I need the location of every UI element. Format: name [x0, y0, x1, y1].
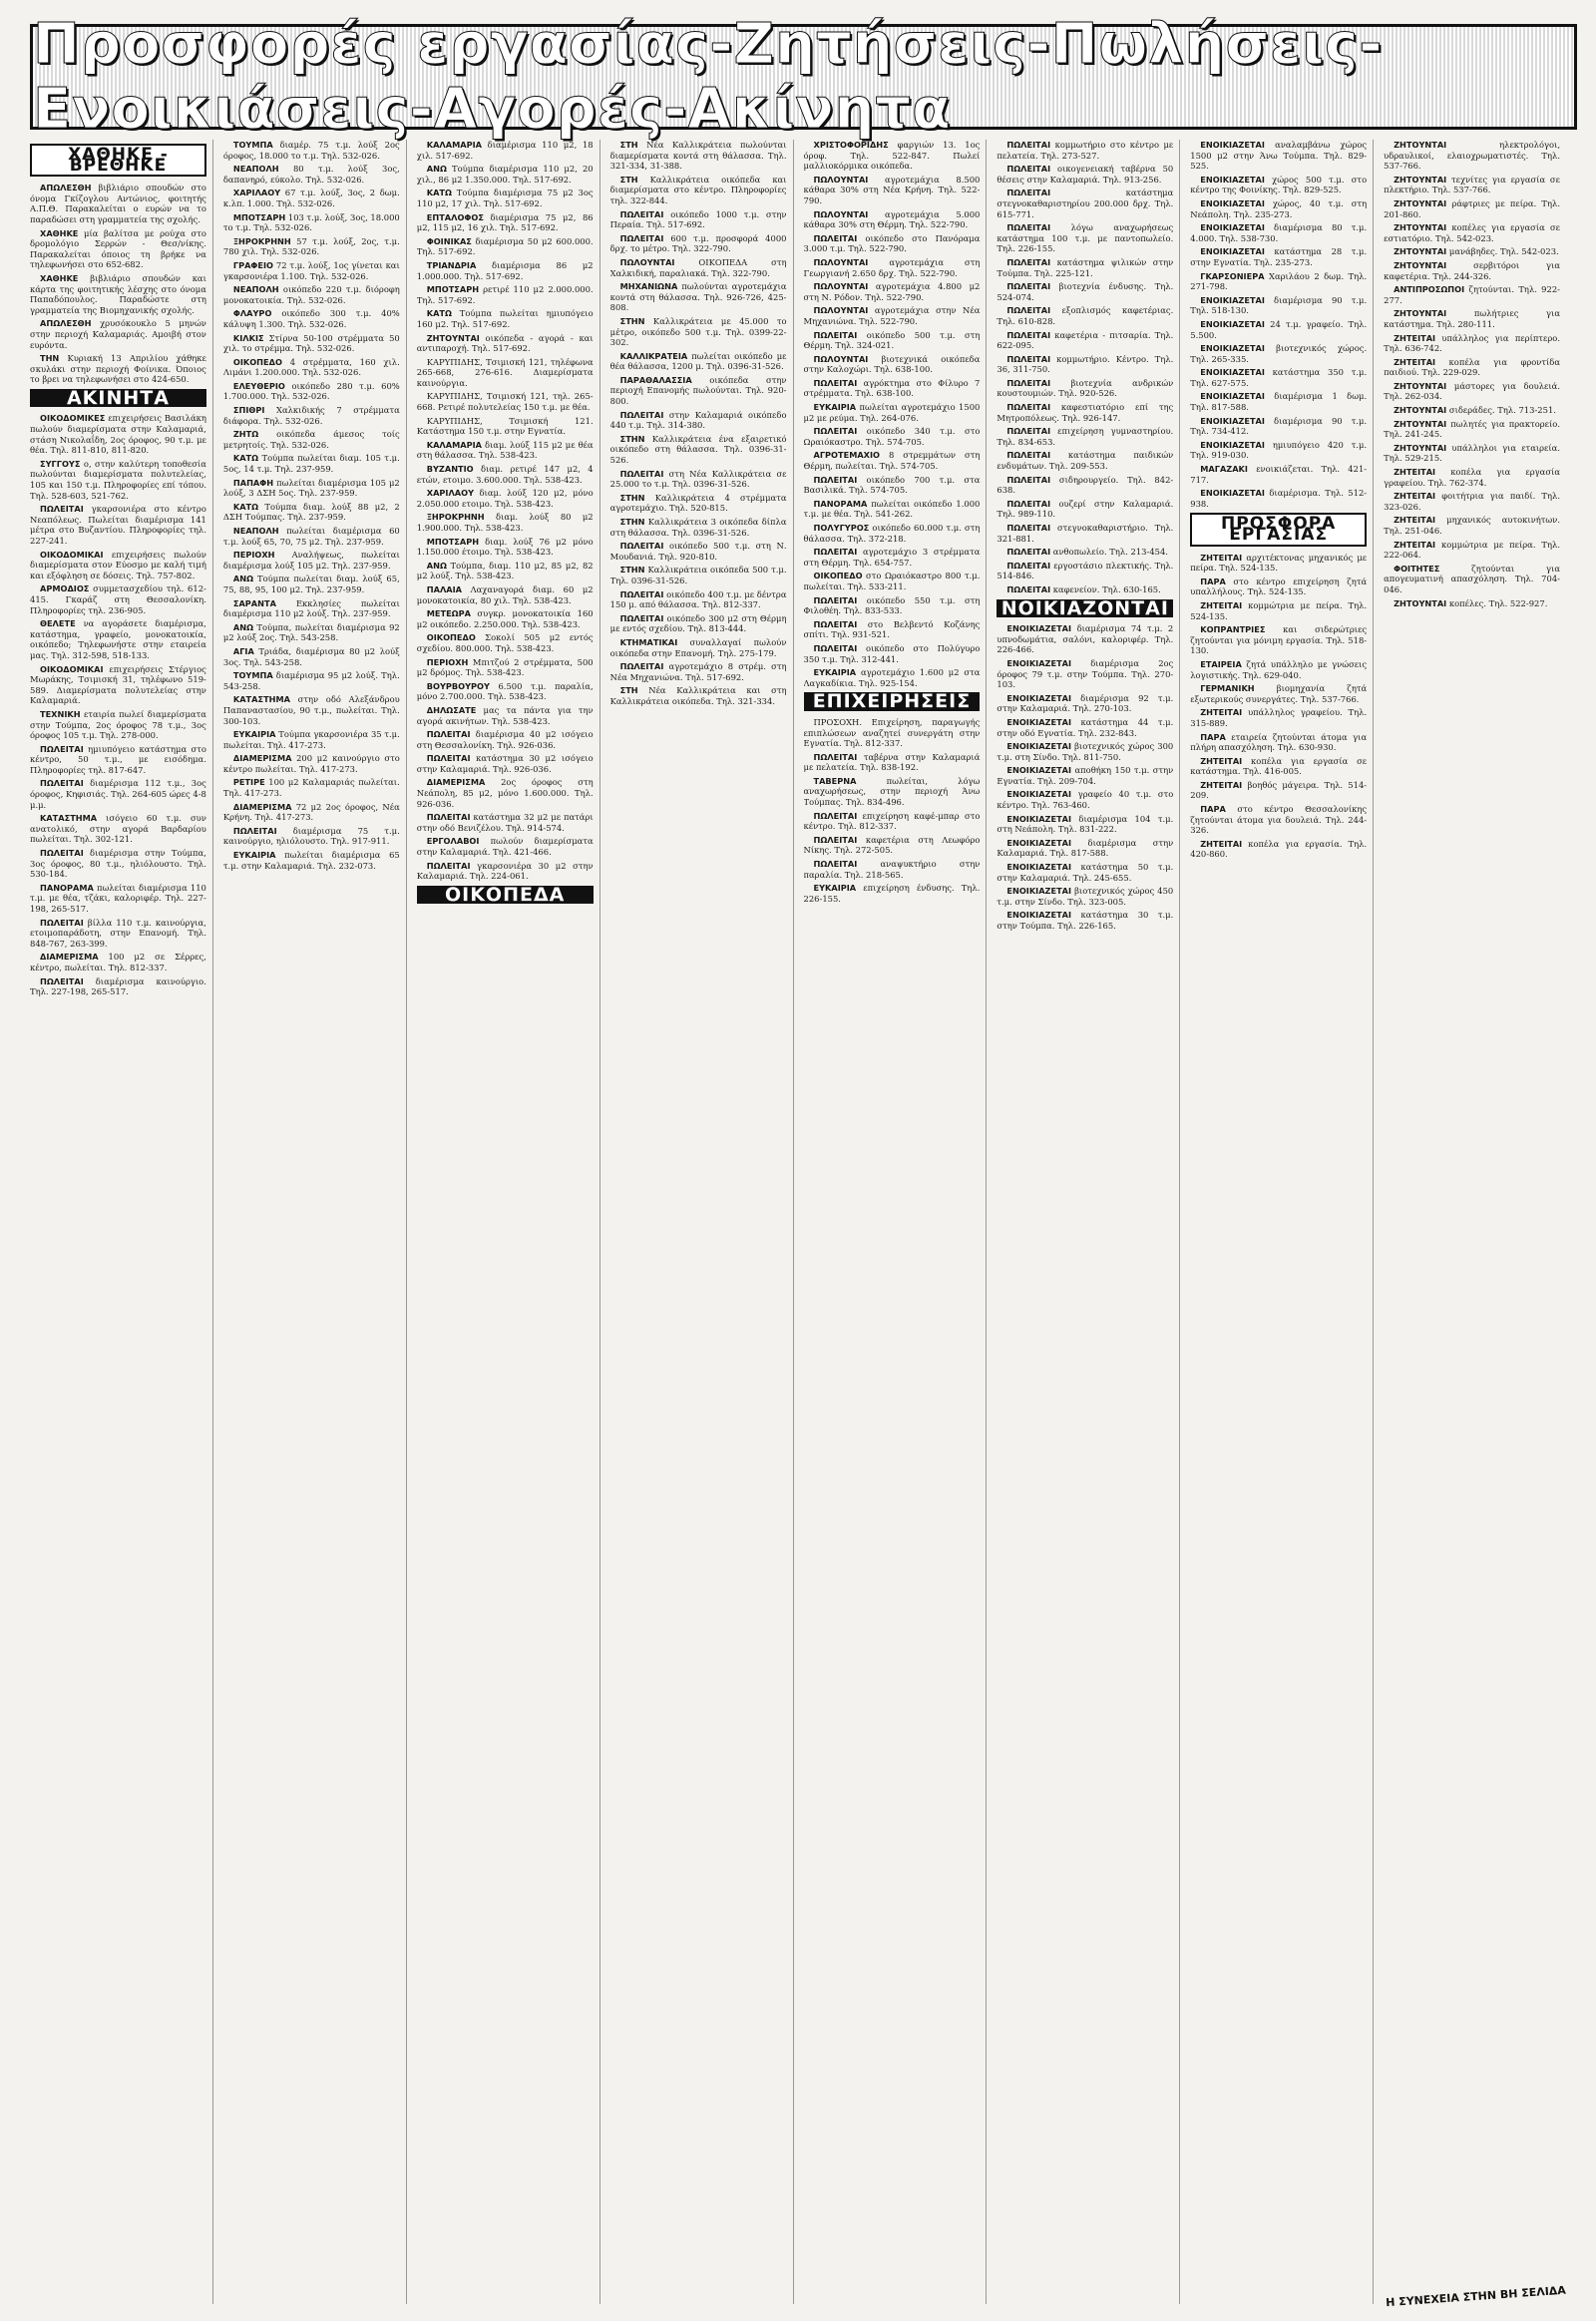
- classified-ad: ΕΝΟΙΚΙΑΖΕΤΑΙ κατάστημα 44 τ.μ. στην οδό Εγνατία. Τηλ. 232-843.: [997, 716, 1174, 738]
- classified-ad: ΕΝΟΙΚΙΑΖΕΤΑΙ βιοτεχνικός χώρος. Τηλ. 265-335.: [1190, 343, 1368, 364]
- classified-ad: ΟΙΚΟΔΟΜΙΚΑΙ επιχειρήσεις πωλούν διαμερίσματα στον Εύοσμο με καλή τιμή και εξόφληση σε δόσεις. Τηλ. 757-802.: [30, 549, 206, 580]
- list-lost-found: [30, 183, 206, 385]
- classified-ad: ΠΡΟΣΟΧΗ. Επιχείρηση, παραγωγής επιπλώσεων αναζητεί συνεργάτη στην Εγνατία. Τηλ. 812-337.: [803, 716, 981, 749]
- classified-ad: ΣΤΗΝ Καλλικράτεια 3 οικόπεδα δίπλα στη θάλασσα. Τηλ. 0396-31-526.: [609, 517, 787, 538]
- classified-ad: ΠΩΛΕΙΤΑΙ στο Βελβεντό Κοζάνης σπίτι. Τηλ. 931-521.: [803, 618, 981, 640]
- classified-ad: ΑΡΜΟΔΙΟΣ συμμετασχεδίου τηλ. 612-415. Γκαράζ στη Θεσσαλονίκη. Πληροφορίες τηλ. 236-905.: [30, 583, 206, 615]
- continuation-note: Η ΣΥΝΕΧΕΙΑ ΣΤΗΝ ΒΗ ΣΕΛΙΔΑ: [1385, 2283, 1567, 2310]
- classified-ad: ΠΩΛΕΙΤΑΙ γκαρσονιέρα 30 μ2 στην Καλαμαριά. Τηλ. 224-061.: [416, 860, 594, 882]
- classified-ad: ΠΩΛΕΙΤΑΙ επιχείρηση καφέ-μπαρ στο κέντρο. Τηλ. 812-337.: [803, 810, 981, 832]
- classified-ad: ΦΟΙΝΙΚΑΣ διαμέρισμα 50 μ2 600.000. Τηλ. 517-692.: [416, 235, 594, 257]
- classified-ad: ΣΠΙΘΡΙ Χαλκιδικής 7 στρέμματα διάφορα. Τηλ. 532-026.: [222, 405, 400, 426]
- classified-ad: ΠΩΛΕΙΤΑΙ βίλλα 110 τ.μ. καινούργια, ετοιμοπαράδοτη, στην Επανομή. Τηλ. 848-767, 263-399.: [30, 917, 206, 949]
- classified-ad: ΚΟΠΡΑΝΤΡΙΕΣ και σιδερώτριες ζητούνται για μόνιμη εργασία. Τηλ. 518-130.: [1190, 624, 1368, 656]
- classified-ad: ΕΝΟΙΚΙΑΖΕΤΑΙ διαμέρισμα 90 τ.μ. Τηλ. 518-130.: [1190, 294, 1368, 316]
- classified-ad: ΠΩΛΕΙΤΑΙ διαμέρισμα στην Τούμπα, 3ος όροφος, 80 τ.μ., ηλιόλουστο. Τηλ. 530-184.: [30, 848, 206, 880]
- list-column-6: [997, 140, 1173, 595]
- column-6: [997, 140, 1180, 2304]
- classified-ad: ΕΛΕΥΘΕΡΙΟ οικόπεδο 280 τ.μ. 60% 1.700.000. Τηλ. 532-026.: [222, 380, 400, 402]
- classified-ad: ΖΗΤΕΙΤΑΙ κοπέλα για φροντίδα παιδιού. Τηλ. 229-029.: [1384, 356, 1560, 378]
- classified-ad: ΠΩΛΕΙΤΑΙ οικόπεδο 500 τ.μ. στη Ν. Μουδανιά. Τηλ. 920-810.: [609, 541, 787, 562]
- classified-ad: ΕΝΟΙΚΙΑΖΕΤΑΙ χώρος 500 τ.μ. στο κέντρο της Φοινίκης. Τηλ. 829-525.: [1190, 174, 1368, 195]
- classified-ad: ΠΩΛΕΙΤΑΙ διαμέρισμα 40 μ2 ισόγειο στη Θεσσαλονίκη. Τηλ. 926-036.: [416, 729, 594, 750]
- classified-ad: ΠΩΛΕΙΤΑΙ ουζερί στην Καλαμαριά. Τηλ. 989-110.: [997, 498, 1174, 520]
- classified-ad: ΕΝΟΙΚΙΑΖΕΤΑΙ βιοτεχνικός χώρος 450 τ.μ. στην Σίνδο. Τηλ. 323-005.: [997, 886, 1174, 907]
- classified-ad: ΠΑΠΑΦΗ πωλείται διαμέρισμα 105 μ2 λούξ, 3 ΔΣΗ 5ος. Τηλ. 237-959.: [222, 477, 400, 499]
- classified-ad: ΠΩΛΕΙΤΑΙ κομμωτήριο. Κέντρο. Τηλ. 36, 311-750.: [997, 353, 1174, 375]
- classified-ad: ΣΤΗΝ Καλλικράτεια με 45.000 το μέτρο, οικόπεδο 500 τ.μ. Τηλ. 0399-22-302.: [609, 315, 787, 348]
- classified-ad: ΕΝΟΙΚΙΑΖΕΤΑΙ κατάστημα 350 τ.μ. Τηλ. 627-575.: [1190, 367, 1368, 388]
- classified-ad: ΠΩΛΕΙΤΑΙ καφετέρια - πιτσαρία. Τηλ. 622-095.: [997, 329, 1174, 351]
- classified-ad: ΚΑΛΑΜΑΡΙΑ διαμέρισμα 110 μ2, 18 χιλ. 517-692.: [416, 140, 594, 161]
- column-2: [223, 140, 407, 2304]
- classified-ad: ΠΩΛΟΥΝΤΑΙ ΟΙΚΟΠΕΔΑ στη Χαλκιδική, παραλιακά. Τηλ. 322-790.: [609, 256, 787, 278]
- section-header-businesses: ΕΠΙΧΕΙΡΗΣΕΙΣ: [804, 692, 981, 711]
- classified-ad: ΣΥΓΓΟΥΣ ο, στην καλύτερη τοποθεσία πωλούνται διαμερίσματα πολυτελείας, 105 και 150 τ.μ. Πληροφορίες επί τόπου. Τηλ. 528-603, 521-762.: [30, 458, 206, 501]
- classified-ad: ΠΩΛΟΥΝΤΑΙ αγροτεμάχια 5.000 κάθαρα 30% στη Θέρμη. Τηλ. 522-790.: [803, 208, 981, 230]
- classified-ad: ΑΠΩΛΕΣΘΗ βιβλιάριο σπουδών στο όνομα Γκίζογλου Αντώνιος, φοιτητής Α.Π.Θ. Παρακαλείται ο ευρών να το παραδώσει στη γραμματεία της σχολής.: [30, 183, 206, 224]
- classified-ad: ΠΩΛΕΙΤΑΙ βιοτεχνία ανδρικών κουστουμιών. Τηλ. 920-526.: [997, 377, 1174, 399]
- classified-ad: ΣΤΗ Νέα Καλλικράτεια πωλούνται διαμερίσματα κοντά στη θάλασσα. Τηλ. 321-334, 31-388.: [609, 140, 787, 172]
- classified-ad: ΕΝΟΙΚΙΑΖΕΤΑΙ διαμέρισμα 90 τ.μ. Τηλ. 734-412.: [1190, 415, 1368, 437]
- column-3: [417, 140, 600, 2304]
- classified-ad: ΤΕΧΝΙΚΗ εταιρία πωλεί διαμερίσματα στην Τούμπα, 2ος όροφος 78 τ.μ., 3ος όροφος 105 τ.μ. Τηλ. 278-000.: [30, 708, 206, 741]
- classified-ad: ΝΕΑΠΟΛΗ 80 τ.μ. λούξ 3ος, δαπανηρό, εύκολο. Τηλ. 532-026.: [222, 164, 400, 185]
- classified-ad: ΠΩΛΟΥΝΤΑΙ αγροτεμάχια στη Γεωργιανή 2.650 δρχ. Τηλ. 522-790.: [803, 256, 981, 278]
- classified-ad: ΕΝΟΙΚΙΑΖΕΤΑΙ κατάστημα 28 τ.μ. στην Εγνατία. Τηλ. 235-273.: [1190, 246, 1368, 267]
- column-1: [30, 140, 213, 2304]
- classified-ad: ΑΝΩ Τούμπα πωλείται διαμ. λούξ 65, 75, 88, 95, 100 μ2. Τηλ. 237-959.: [222, 574, 400, 594]
- classified-ad: ΕΝΟΙΚΙΑΖΕΤΑΙ διαμέρισμα. Τηλ. 512-938.: [1190, 488, 1368, 509]
- classified-ad: ΖΗΤΟΥΝΤΑΙ πωλητές για πρακτορείο. Τηλ. 241-245.: [1384, 418, 1560, 440]
- classified-ad: ΠΩΛΕΙΤΑΙ οικογενειακή ταβέρνα 50 θέσεις στην Καλαμαριά. Τηλ. 913-256.: [997, 164, 1174, 185]
- classified-ad: ΠΩΛΟΥΝΤΑΙ αγροτεμάχια στην Νέα Μηχανιώνα. Τηλ. 522-790.: [803, 305, 981, 326]
- classified-ad: ΦΟΙΤΗΤΕΣ ζητούνται για απογευματινή απασχόληση. Τηλ. 704-046.: [1384, 563, 1560, 594]
- classified-ad: ΖΗΤΕΙΤΑΙ κοπέλα για εργασία σε κατάστημα. Τηλ. 416-005.: [1190, 755, 1368, 777]
- classified-ad: ΣΤΗΝ Καλλικράτεια ένα εξαιρετικό οικόπεδο στη θάλασσα. Τηλ. 0396-31-526.: [609, 433, 787, 466]
- classified-ad: ΔΙΑΜΕΡΙΣΜΑ 100 μ2 σε Σέρρες, κέντρο, πωλείται. Τηλ. 812-337.: [30, 952, 206, 972]
- classified-ad: ΠΩΛΕΙΤΑΙ διαμέρισμα 75 τ.μ. καινούργιο, ηλιόλουστο. Τηλ. 917-911.: [222, 825, 400, 847]
- classified-ad: ΠΩΛΟΥΝΤΑΙ αγροτεμάχια 8.500 κάθαρα 30% στη Νέα Κρήνη. Τηλ. 522-790.: [803, 174, 981, 205]
- classified-ad: ΠΩΛΟΥΝΤΑΙ βιοτεχνικά οικόπεδα στην Καλοχώρι. Τηλ. 638-100.: [803, 353, 981, 375]
- classified-ad: ΖΗΤΕΙΤΑΙ βοηθός μάγειρα. Τηλ. 514-209.: [1190, 779, 1368, 801]
- classified-ad: ΠΩΛΕΙΤΑΙ οικόπεδο 500 τ.μ. στη Θέρμη. Τηλ. 324-021.: [803, 329, 981, 351]
- classified-ad: ΕΥΚΑΙΡΙΑ επιχείρηση ένδυσης. Τηλ. 226-155.: [803, 883, 981, 904]
- classified-ad: ΠΟΛΥΓΥΡΟΣ οικόπεδο 60.000 τ.μ. στη θάλασσα. Τηλ. 372-218.: [803, 523, 981, 544]
- classified-ad: ΝΕΑΠΟΛΗ οικόπεδο 220 τ.μ. διόροφη μονοκατοικία. Τηλ. 532-026.: [222, 284, 400, 305]
- classified-ad: ΕΝΟΙΚΙΑΖΕΤΑΙ 24 τ.μ. γραφείο. Τηλ. 5.500.: [1190, 318, 1368, 340]
- classified-ad: ΠΩΛΕΙΤΑΙ καφεστιατόριο επί της Μητροπόλεως. Τηλ. 926-147.: [997, 402, 1174, 423]
- classified-ad: ΚΑΤΩ Τούμπα πωλείται διαμ. 105 τ.μ. 5ος, 14 τ.μ. Τηλ. 237-959.: [222, 453, 400, 475]
- classified-ad: ΚΑΤΑΣΤΗΜΑ στην οδό Αλεξάνδρου Παπαναστασίου, 90 τ.μ., πωλείται. Τηλ. 300-103.: [222, 694, 400, 726]
- classified-ad: ΔΙΑΜΕΡΙΣΜΑ 2ος όροφος στη Νεάπολη, 85 μ2, μόνο 1.600.000. Τηλ. 926-036.: [416, 777, 594, 809]
- classified-ad: ΖΗΤΕΙΤΑΙ φοιτήτρια για παιδί. Τηλ. 323-026.: [1384, 491, 1560, 512]
- classified-ad: ΠΩΛΕΙΤΑΙ οικόπεδο 300 μ2 στη Θέρμη με εντός σχεδίου. Τηλ. 813-444.: [609, 612, 787, 634]
- classified-ad: ΠΩΛΕΙΤΑΙ οικόπεδο 400 τ.μ. με δέντρα 150 μ. από θάλασσα. Τηλ. 812-337.: [609, 588, 787, 610]
- classified-ad: ΧΑΡΙΛΑΟΥ 67 τ.μ. λούξ, 3ος, 2 δωμ. κ.λπ. 1.000. Τηλ. 532-026.: [222, 188, 400, 208]
- section-header-lost-found: ΧΑΘΗΚΕ - ΒΡΕΘΗΚΕ: [30, 144, 206, 177]
- classified-ad: ΠΕΡΙΟΧΗ Αναλήψεως, πωλείται διαμέρισμα λούξ 105 μ2. Τηλ. 237-959.: [222, 550, 400, 571]
- classified-ad: ΖΗΤΟΥΝΤΑΙ τεχνίτες για εργασία σε πλεκτήριο. Τηλ. 537-766.: [1384, 174, 1560, 195]
- classified-ad: ΑΓΡΟΤΕΜΑΧΙΟ 8 στρεμμάτων στη Θέρμη, πωλείται. Τηλ. 574-705.: [803, 450, 981, 472]
- classified-ad: ΑΠΩΛΕΣΘΗ χρυσόκουκλο 5 μηνών στην περιοχή Καλαμαριάς. Αμοιβή στον ευρόντα.: [30, 318, 206, 350]
- classified-ad: ΠΩΛΕΙΤΑΙ αναψυκτήριο στην παραλία. Τηλ. 218-565.: [803, 859, 981, 880]
- list-column-3: [417, 140, 594, 882]
- column-5: [804, 140, 988, 2304]
- classified-ad: ΞΗΡΟΚΡΗΝΗ 57 τ.μ. λούξ, 2ος, τ.μ. 780 χιλ. Τηλ. 532-026.: [222, 235, 400, 257]
- classified-ad: ΔΗΛΩΣΑΤΕ μας τα πάντα για την αγορά ακινήτων. Τηλ. 538-423.: [416, 704, 594, 726]
- classified-ad: ΠΩΛΕΙΤΑΙ σιδηρουργείο. Τηλ. 842-638.: [997, 474, 1174, 496]
- list-real-estate: [30, 413, 206, 996]
- classified-ad: ΜΠΟΤΣΑΡΗ διαμ. λούξ 76 μ2 μόνο 1.150.000 έτοιμο. Τηλ. 538-423.: [416, 536, 594, 558]
- classified-ad: ΤΗΝ Κυριακή 13 Απριλίου χάθηκε σκυλάκι στην περιοχή Φοίνικα. Όποιος το βρει να τηλεφωνήσει στο 424-650.: [30, 353, 206, 385]
- classified-ad: ΖΗΤΕΙΤΑΙ μηχανικός αυτοκινήτων. Τηλ. 251-046.: [1384, 515, 1560, 536]
- classified-ad: ΒΥΖΑΝΤΙΟ διαμ. ρετιρέ 147 μ2, 4 ετών, ετοιμο. 3.600.000. Τηλ. 538-423.: [416, 464, 594, 485]
- classified-ad: ΕΥΚΑΙΡΙΑ αγροτεμάχιο 1.600 μ2 στα Λαγκαδίκια. Τηλ. 925-154.: [803, 667, 981, 688]
- classified-ad: ΖΗΤΟΥΝΤΑΙ κοπέλες για εργασία σε εστιατόριο. Τηλ. 542-023.: [1384, 222, 1560, 243]
- classified-ad: ΖΗΤΟΥΝΤΑΙ ράφτριες με πείρα. Τηλ. 201-860.: [1384, 197, 1560, 219]
- list-column-2: [223, 140, 400, 871]
- classified-ad: ΕΝΟΙΚΙΑΖΕΤΑΙ διαμέρισμα 80 τ.μ. 4.000. Τηλ. 538-730.: [1190, 222, 1368, 243]
- classified-ad: ΧΑΘΗΚΕ μία βαλίτσα με ρούχα στο δρομολόγιο Σερρών - Θεσ/νίκης. Παρακαλείται όποιος τη βρήκε να τηλεφωνήσει στο 652-682.: [30, 227, 206, 270]
- classified-ad: ΠΩΛΕΙΤΑΙ κομμωτήριο στο κέντρο με πελατεία. Τηλ. 273-527.: [997, 140, 1174, 161]
- classified-ad: ΜΕΤΕΩΡΑ συγκρ. μονοκατοικία 160 μ2 οικόπεδο. 2.250.000. Τηλ. 538-423.: [416, 608, 594, 629]
- classified-ad: ΠΩΛΕΙΤΑΙ επιχείρηση γυμναστηρίου. Τηλ. 834-653.: [997, 426, 1174, 447]
- classified-ad: ΠΩΛΕΙΤΑΙ εργοστάσιο πλεκτικής. Τηλ. 514-846.: [997, 560, 1174, 581]
- classified-ad: ΕΝΟΙΚΙΑΖΕΤΑΙ αποθήκη 150 τ.μ. στην Εγνατία. Τηλ. 209-704.: [997, 765, 1174, 786]
- classified-ad: ΠΕΡΙΟΧΗ Μπιτζού 2 στρέμματα, 500 μ2 δρόμος. Τηλ. 538-423.: [416, 656, 594, 678]
- classified-ad: ΕΤΑΙΡΕΙΑ ζητά υπάλληλο με γνώσεις λογιστικής. Τηλ. 629-040.: [1190, 658, 1368, 680]
- classified-ad: ΠΩΛΕΙΤΑΙ οικόπεδο 340 τ.μ. στο Ωραιόκαστρο. Τηλ. 574-705.: [803, 426, 981, 447]
- classified-ad: ΠΩΛΕΙΤΑΙ αγροτεμάχιο 3 στρέμματα στη Θέρμη. Τηλ. 654-757.: [803, 547, 981, 568]
- classified-ad: ΕΝΟΙΚΙΑΖΕΤΑΙ γραφείο 40 τ.μ. στο κέντρο. Τηλ. 763-460.: [997, 789, 1174, 811]
- classified-ad: ΕΝΟΙΚΙΑΖΕΤΑΙ ημιυπόγειο 420 τ.μ. Τηλ. 919-030.: [1190, 439, 1368, 461]
- classified-ad: ΚΑΡΥΠΙΔΗΣ, Τσιμισκή 121, τηλ. 265-668. Ρετιρέ πολυτελείας 150 τ.μ. με θέα.: [416, 391, 594, 413]
- classified-ad: ΠΩΛΕΙΤΑΙ γκαρσονιέρα στο κέντρο Νεαπόλεως. Πωλείται διαμέρισμα 141 μέτρα στο Βυζαντίου. Πληροφορίες τηλ. 227-241.: [30, 504, 206, 546]
- classified-ad: ΠΩΛΕΙΤΑΙ καφενείον. Τηλ. 630-165.: [1006, 583, 1161, 594]
- classified-ad: ΠΩΛΕΙΤΑΙ κατάστημα ψιλικών στην Τούμπα. Τηλ. 225-121.: [997, 256, 1174, 278]
- classified-ad: ΖΗΤΟΥΝΤΑΙ μανάβηδες. Τηλ. 542-023.: [1394, 246, 1559, 257]
- classified-ad: ΠΑΝΟΡΑΜΑ πωλείται οικόπεδο 1.000 τ.μ. με θέα. Τηλ. 541-262.: [803, 498, 981, 520]
- column-7: [1190, 140, 1374, 2304]
- section-header-plots: ΟΙΚΟΠΕΔΑ: [417, 886, 594, 905]
- classified-ad: ΖΗΤΟΥΝΤΑΙ σιδεράδες. Τηλ. 713-251.: [1394, 405, 1556, 416]
- classified-ad: ΚΑΤΑΣΤΗΜΑ ισόγειο 60 τ.μ. συν ανατολικό, στην αγορά Βαρδαρίου πωλείται. Τηλ. 302-121.: [30, 813, 206, 845]
- classified-ad: ΖΗΤΕΙΤΑΙ αρχιτέκτονας μηχανικός με πείρα. Τηλ. 524-135.: [1190, 552, 1368, 574]
- classified-ad: ΠΩΛΕΙΤΑΙ οικόπεδο 700 τ.μ. στα Βασιλικά. Τηλ. 574-705.: [803, 474, 981, 496]
- classified-ad: ΔΙΑΜΕΡΙΣΜΑ 72 μ2 2ος όροφος, Νέα Κρήνη. Τηλ. 417-273.: [222, 801, 400, 823]
- classified-ad: ΠΩΛΕΙΤΑΙ διαμέρισμα 112 τ.μ., 3ος όροφος, Κηφισιάς. Τηλ. 264-605 ώρες 4-8 μ.μ.: [30, 778, 206, 810]
- classified-ad: ΕΝΟΙΚΙΑΖΕΤΑΙ διαμέρισμα 104 τ.μ. στη Νεάπολη. Τηλ. 831-222.: [997, 813, 1174, 835]
- classified-ad: ΓΚΑΡΣΟΝΙΕΡΑ Χαριλάου 2 δωμ. Τηλ. 271-798.: [1190, 270, 1368, 292]
- list-renting: [997, 623, 1173, 931]
- classified-ad: ΣΤΗ Νέα Καλλικράτεια και στη Καλλικράτεια οικόπεδα. Τηλ. 321-334.: [609, 685, 787, 706]
- classified-ad: ΖΗΤΟΥΝΤΑΙ μάστορες για δουλειά. Τηλ. 262-034.: [1384, 380, 1560, 402]
- classified-ad: ΚΑΤΩ Τούμπα διαμέρισμα 75 μ2 3ος 110 μ2, 17 χιλ. Τηλ. 517-692.: [416, 188, 594, 208]
- classified-ad: ΠΩΛΕΙΤΑΙ κατάστημα 32 μ2 με πατάρι στην οδό Βενιζέλου. Τηλ. 914-574.: [416, 812, 594, 833]
- list-column-8: [1384, 140, 1560, 608]
- classified-ad: ΕΝΟΙΚΙΑΖΕΤΑΙ χώρος, 40 τ.μ. στη Νεάπολη. Τηλ. 235-273.: [1190, 197, 1368, 219]
- classified-ad: ΣΤΗΝ Καλλικράτεια 4 στρέμματα αγροτεμάχιο. Τηλ. 520-815.: [609, 492, 787, 514]
- classified-ad: ΖΗΤΟΥΝΤΑΙ κοπέλες. Τηλ. 522-927.: [1394, 597, 1548, 608]
- classified-ad: ΖΗΤΩ οικόπεδα άμεσος τοίς μετρητοίς. Τηλ. 532-026.: [222, 429, 400, 450]
- classified-ad: ΕΡΓΟΛΑΒΟΙ πωλούν διαμερίσματα στην Καλαμαριά. Τηλ. 421-466.: [416, 836, 594, 858]
- classified-ad: ΠΩΛΕΙΤΑΙ καφετέρια στη Λεωφόρο Νίκης. Τηλ. 272-505.: [803, 834, 981, 856]
- classified-ad: ΚΑΡΥΠΙΔΗΣ, Τσιμισκή 121, τηλέφωνα 265-668, 276-616. Διαμερίσματα καινούργια.: [416, 356, 594, 388]
- classified-ad: ΤΡΙΑΝΔΡΙΑ διαμέρισμα 86 μ2 1.000.000. Τηλ. 517-692.: [416, 259, 594, 281]
- classified-ad: ΠΩΛΕΙΤΑΙ κατάστημα στεγνοκαθαριστηρίου 200.000 δρχ. Τηλ. 615-771.: [997, 188, 1174, 219]
- classified-ad: ΓΕΡΜΑΝΙΚΗ βιομηχανία ζητά εξωτερικούς συνεργάτες. Τηλ. 537-766.: [1190, 683, 1368, 704]
- column-4: [610, 140, 794, 2304]
- classified-ad: ΖΗΤΕΙΤΑΙ υπάλληλος γραφείου. Τηλ. 315-889.: [1190, 707, 1368, 728]
- classified-ad: ΕΝΟΙΚΙΑΖΕΤΑΙ κατάστημα 30 τ.μ. στην Τούμπα. Τηλ. 226-165.: [997, 910, 1174, 931]
- classified-ad: ΑΝΩ Τούμπα διαμέρισμα 110 μ2, 20 χιλ., 86 μ2 1.350.000. Τηλ. 517-692.: [416, 164, 594, 185]
- classified-ad: ΧΑΘΗΚΕ βιβλιάριο σπουδών και κάρτα της φοιτητικής λέσχης στο όνομα Παπαδόπουλος. Παραδώστε στη γραμματεία της Βιομηχανικής σχολής.: [30, 272, 206, 315]
- classified-ad: ΚΑΤΩ Τούμπα διαμ. λούξ 88 μ2, 2 ΔΣΗ Τούμπας. Τηλ. 237-959.: [222, 501, 400, 523]
- classified-ad: ΠΩΛΕΙΤΑΙ οικόπεδο 1000 τ.μ. στην Περαία. Τηλ. 517-692.: [609, 208, 787, 230]
- classified-ad: ΠΑΡΑ εταιρεία ζητούνται άτομα για πλήρη απασχόληση. Τηλ. 630-930.: [1190, 731, 1368, 753]
- classified-ad: ΕΝΟΙΚΙΑΖΕΤΑΙ βιοτεχνικός χώρος 300 τ.μ. στη Σίνδο. Τηλ. 811-750.: [997, 741, 1174, 762]
- list-businesses: [804, 717, 981, 905]
- classified-ad: ΖΗΤΕΙΤΑΙ κοπέλα για εργασία γραφείου. Τηλ. 762-374.: [1384, 467, 1560, 488]
- classified-ad: ΠΑΡΑ στο κέντρο Θεσσαλονίκης ζητούνται άτομα για δουλειά. Τηλ. 244-326.: [1190, 804, 1368, 836]
- classified-ad: ΘΕΛΕΤΕ να αγοράσετε διαμέρισμα, κατάστημα, γραφείο, μονοκατοικία, οικόπεδο; Τηλεφωνήστε στην εταιρεία μας. Τηλ. 312-598, 518-133.: [30, 618, 206, 660]
- classified-ad: ΑΝΩ Τούμπα, πωλείται διαμέρισμα 92 μ2 λούξ 2ος. Τηλ. 543-258.: [222, 621, 400, 643]
- classified-ad: ΠΩΛΕΙΤΑΙ αγροτεμάχιο 8 στρέμ. στη Νέα Μηχανιώνα. Τηλ. 517-692.: [609, 661, 787, 682]
- classified-ad: ΠΩΛΟΥΝΤΑΙ αγροτεμάχια 4.800 μ2 στη Ν. Ρόδον. Τηλ. 522-790.: [803, 281, 981, 302]
- classified-ad: ΡΕΤΙΡΕ 100 μ2 Καλαμαριάς πωλείται. Τηλ. 417-273.: [222, 777, 400, 799]
- classified-ad: ΕΝΟΙΚΙΑΖΕΤΑΙ διαμέρισμα 1 δωμ. Τηλ. 817-588.: [1190, 391, 1368, 413]
- classified-ad: ΚΑΛΑΜΑΡΙΑ διαμ. λούξ 115 μ2 με θέα στη θάλασσα. Τηλ. 538-423.: [416, 439, 594, 461]
- classified-ad: ΠΩΛΕΙΤΑΙ βιοτεχνία ένδυσης. Τηλ. 524-074.: [997, 281, 1174, 302]
- classified-ad: ΕΝΟΙΚΙΑΖΕΤΑΙ διαμέρισμα 92 τ.μ. στην Καλαμαριά. Τηλ. 270-103.: [997, 692, 1174, 714]
- classified-ad: ΖΗΤΟΥΝΤΑΙ πωλήτριες για κατάστημα. Τηλ. 280-111.: [1384, 308, 1560, 329]
- list-job-offers: [1190, 553, 1367, 860]
- classified-ad: ΕΠΤΑΛΟΦΟΣ διαμέρισμα 75 μ2, 86 μ2, 115 μ2, 16 χιλ. Τηλ. 517-692.: [416, 211, 594, 233]
- classified-ad: ΧΡΙΣΤΟΦΟΡΙΔΗΣ φαργιών 13. 1ος όροφ. Τηλ. 522-847. Πωλεί μαλλιοκόρμικα οικόπεδα.: [803, 140, 981, 172]
- classified-ad: ΠΩΛΕΙΤΑΙ εξοπλισμός καφετέριας. Τηλ. 610-828.: [997, 305, 1174, 326]
- classified-ad: ΠΑΛΑΙΑ Λαχαναγορά διαμ. 60 μ2 μονοκατοικία, 80 χιλ. Τηλ. 538-423.: [416, 583, 594, 605]
- classified-ad: ΚΤΗΜΑΤΙΚΑΙ συναλλαγαί πωλούν οικόπεδα στην Επανομή. Τηλ. 275-179.: [609, 636, 787, 658]
- classified-ad: ΖΗΤΟΥΝΤΑΙ σερβιτόροι για καφετέρια. Τηλ. 244-326.: [1384, 259, 1560, 281]
- classified-ad: ΠΑΡΑ στο κέντρο επιχείρηση ζητά υπαλλήλους. Τηλ. 524-135.: [1190, 576, 1368, 597]
- classified-ad: ΓΡΑΦΕΙΟ 72 τ.μ. λούξ, 1ος γίνεται και γκαρσονιέρα 1.100. Τηλ. 532-026.: [222, 259, 400, 281]
- classified-ad: ΟΙΚΟΠΕΔΟ στο Ωραιόκαστρο 800 τ.μ. πωλείται. Τηλ. 533-211.: [803, 571, 981, 591]
- classified-ad: ΠΩΛΕΙΤΑΙ οικόπεδο 550 τ.μ. στη Φιλοθέη. Τηλ. 833-533.: [803, 594, 981, 616]
- classified-ad: ΠΩΛΕΙΤΑΙ οικόπεδο στο Πανόραμα 3.000 τ.μ. Τηλ. 522-790.: [803, 232, 981, 254]
- masthead-banner: [30, 12, 1577, 142]
- classified-ad: ΤΟΥΜΠΑ διαμέρ. 75 τ.μ. λούξ 2ος όροφος, 18.000 το τ.μ. Τηλ. 532-026.: [222, 140, 400, 161]
- section-header-real-estate: ΑΚΙΝΗΤΑ: [30, 389, 206, 408]
- classified-ad: ΞΗΡΟΚΡΗΝΗ διαμ. λούξ 80 μ2 1.900.000. Τηλ. 538-423.: [416, 512, 594, 533]
- classified-ad: ΠΩΛΕΙΤΑΙ 600 τ.μ. προσφορά 4000 δρχ. το μέτρο. Τηλ. 322-790.: [609, 232, 787, 254]
- classified-ad: ΜΑΓΑΖΑΚΙ ενοικιάζεται. Τηλ. 421-717.: [1190, 464, 1368, 485]
- classified-ad: ΣΤΗΝ Καλλικράτεια οικόπεδα 500 τ.μ. Τηλ. 0396-31-526.: [609, 565, 787, 585]
- classified-ad: ΦΛΑΥΡΟ οικόπεδο 300 τ.μ. 40% κάλυψη 1.300. Τηλ. 532-026.: [222, 308, 400, 329]
- classified-ad: ΕΥΚΑΙΡΙΑ πωλείται αγροτεμάχιο 1500 μ2 με ρεύμα. Τηλ. 264-076.: [803, 402, 981, 423]
- classified-ad: ΚΑΛΛΙΚΡΑΤΕΙΑ πωλείται οικόπεδο με θέα θάλασσα, 1200 μ. Τηλ. 0396-31-526.: [609, 350, 787, 372]
- classified-ad: ΤΑΒΕΡΝΑ πωλείται, λόγω αναχωρήσεως, στην περιοχή Άνω Τούμπας. Τηλ. 834-496.: [803, 775, 981, 808]
- classified-ad: ΣΑΡΑΝΤΑ Εκκλησίες πωλείται διαμέρισμα 110 μ2 λούξ. Τηλ. 237-959.: [222, 597, 400, 619]
- classified-ad: ΑΝΩ Τούμπα, διαμ. 110 μ2, 85 μ2, 82 μ2 λούξ. Τηλ. 538-423.: [416, 560, 594, 581]
- classifieds-columns: [30, 140, 1566, 2304]
- classified-ad: ΕΝΟΙΚΙΑΖΕΤΑΙ διαμέρισμα στην Καλαμαριά. Τηλ. 817-588.: [997, 837, 1174, 859]
- classified-ad: ΖΗΤΕΙΤΑΙ κομμώτρια με πείρα. Τηλ. 524-135.: [1190, 599, 1368, 621]
- classified-ad: ΠΩΛΕΙΤΑΙ στην Καλαμαριά οικόπεδο 440 τ.μ. Τηλ. 314-380.: [609, 409, 787, 431]
- classified-ad: ΤΟΥΜΠΑ διαμέρισμα 95 μ2 λούξ. Τηλ. 543-258.: [222, 670, 400, 691]
- classified-ad: ΖΗΤΟΥΝΤΑΙ υπάλληλοι για εταιρεία. Τηλ. 529-215.: [1384, 442, 1560, 464]
- classified-ad: ΖΗΤΟΥΝΤΑΙ ηλεκτρολόγοι, υδραυλικοί, ελαιοχρωματιστές. Τηλ. 537-766.: [1384, 140, 1560, 172]
- classified-ad: ΣΤΗ Καλλικράτεια οικόπεδα και διαμερίσματα στο κέντρο. Πληροφορίες τηλ. 322-844.: [609, 174, 787, 205]
- classified-ad: ΟΙΚΟΠΕΔΟ Σοκολί 505 μ2 εντός σχεδίου. 800.000. Τηλ. 538-423.: [416, 632, 594, 653]
- classified-ad: ΠΩΛΕΙΤΑΙ στεγνοκαθαριστήριο. Τηλ. 321-881.: [997, 523, 1174, 544]
- classified-ad: ΚΙΛΚΙΣ Στίρνα 50-100 στρέμματα 50 χιλ. το στρέμμα. Τηλ. 532-026.: [222, 332, 400, 354]
- list-column-7: [1190, 140, 1367, 509]
- classified-ad: ΕΝΟΙΚΙΑΖΕΤΑΙ διαμέρισμα 74 τ.μ. 2 υπνοδωμάτια, σαλόνι, καλοριφέρ. Τηλ. 226-466.: [997, 623, 1174, 655]
- classified-ad: ΔΙΑΜΕΡΙΣΜΑ 200 μ2 καινούργιο στο κέντρο πωλείται. Τηλ. 417-273.: [222, 753, 400, 774]
- column-8: [1384, 140, 1566, 2304]
- classified-ad: ΚΑΡΥΠΙΔΗΣ, Τσιμισκή 121. Κατάστημα 150 τ.μ. στην Εγνατία.: [416, 415, 594, 437]
- classified-ad: ΠΩΛΕΙΤΑΙ οικόπεδο στο Πολύγυρο 350 τ.μ. Τηλ. 312-441.: [803, 642, 981, 664]
- classified-ad: ΧΑΡΙΛΑΟΥ διαμ. λούξ 120 μ2, μόνο 2.050.000 ετοιμο. Τηλ. 538-423.: [416, 488, 594, 509]
- list-column-5: [804, 140, 981, 688]
- section-header-job-offers: ΠΡΟΣΦΟΡΑ ΕΡΓΑΣΙΑΣ: [1190, 513, 1367, 546]
- classified-ad: ΠΩΛΕΙΤΑΙ διαμέρισμα καινούργιο. Τηλ. 227-198, 265-517.: [30, 975, 206, 997]
- classified-ad: ΟΙΚΟΔΟΜΙΚΕΣ επιχειρήσεις Βασιλάκη πωλούν διαμερίσματα στην Καλαμαριά, στάση Νικολαΐδη, 2ος όροφος, 90 τ.μ. με θέα. Τηλ. 811-810, 811-820.: [30, 413, 206, 456]
- classified-ad: ΠΩΛΕΙΤΑΙ στη Νέα Καλλικράτεια σε 25.000 το τ.μ. Τηλ. 0396-31-526.: [609, 468, 787, 490]
- classified-ad: ΒΟΥΡΒΟΥΡΟΥ 6.500 τ.μ. παραλία, μόνο 2.700.000. Τηλ. 538-423.: [416, 680, 594, 702]
- classified-ad: ΠΩΛΕΙΤΑΙ ημιυπόγειο κατάστημα στο κέντρο, 50 τ.μ., με εισόδημα. Πληροφορίες τηλ. 817-647.: [30, 743, 206, 775]
- classified-ad: ΠΩΛΕΙΤΑΙ κατάστημα 30 μ2 ισόγειο στην Καλαμαριά. Τηλ. 926-036.: [416, 753, 594, 774]
- classified-ad: ΜΠΟΤΣΑΡΗ ρετιρέ 110 μ2 2.000.000. Τηλ. 517-692.: [416, 284, 594, 305]
- classified-ad: ΖΗΤΕΙΤΑΙ κομμώτρια με πείρα. Τηλ. 222-064.: [1384, 539, 1560, 561]
- classified-ad: ΠΩΛΕΙΤΑΙ λόγω αναχωρήσεως κατάστημα 100 τ.μ. με παντοπωλείο. Τηλ. 226-155.: [997, 222, 1174, 254]
- classified-ad: ΠΑΡΑΘΑΛΑΣΣΙΑ οικόπεδα στην περιοχή Επανομής πωλούνται. Τηλ. 920-800.: [609, 374, 787, 407]
- classified-ad: ΝΕΑΠΟΛΗ πωλείται διαμέρισμα 60 τ.μ. λούξ 65, 70, 75 μ2. Τηλ. 237-959.: [222, 526, 400, 547]
- classified-ad: ΖΗΤΕΙΤΑΙ κοπέλα για εργασία. Τηλ. 420-860.: [1190, 838, 1368, 860]
- classified-ad: ΑΝΤΙΠΡΟΣΩΠΟΙ ζητούνται. Τηλ. 922-277.: [1384, 284, 1560, 305]
- classified-ad: ΖΗΤΕΙΤΑΙ υπάλληλος για περίπτερο. Τηλ. 636-742.: [1384, 332, 1560, 354]
- classified-ad: ΠΩΛΕΙΤΑΙ αγρόκτημα στο Φίλυρο 7 στρέμματα. Τηλ. 638-100.: [803, 377, 981, 399]
- classified-ad: ΠΩΛΕΙΤΑΙ κατάστημα παιδικών ενδυμάτων. Τηλ. 209-553.: [997, 450, 1174, 472]
- classified-ad: ΟΙΚΟΔΟΜΙΚΑΙ επιχειρήσεις Στέργιος Μωράκης, Τσιμισκή 31, τηλέφωνο 519-589. Διαμερίσματα πολυτελείας στην Καλαμαριά.: [30, 663, 206, 706]
- classified-ad: ΕΝΟΙΚΙΑΖΕΤΑΙ διαμέρισμα 2ος όροφος 79 τ.μ. στην Τούμπα. Τηλ. 270-103.: [997, 657, 1174, 690]
- classified-ad: ΟΙΚΟΠΕΔΟ 4 στρέμματα, 160 χιλ. Λιμάνι 1.200.000. Τηλ. 532-026.: [222, 356, 400, 378]
- classified-ad: ΜΠΟΤΣΑΡΗ 103 τ.μ. λούξ, 3ος, 18.000 το τ.μ. Τηλ. 532-026.: [222, 211, 400, 233]
- page-title: Προσφορές εργασίας-Ζητήσεις-Πωλήσεις-Ενοικιάσεις-Αγορές-Ακίνητα: [33, 12, 1384, 142]
- classified-ad: ΠΩΛΕΙΤΑΙ ταβέρνα στην Καλαμαριά με πελατεία. Τηλ. 838-192.: [803, 751, 981, 773]
- classified-ad: ΠΑΝΟΡΑΜΑ πωλείται διαμέρισμα 110 τ.μ. με θέα, τζάκι, καλοριφέρ. Τηλ. 227-198, 265-517.: [30, 882, 206, 914]
- classified-ad: ΠΩΛΕΙΤΑΙ ανθοπωλείο. Τηλ. 213-454.: [1006, 547, 1168, 558]
- classified-ad: ΕΥΚΑΙΡΙΑ πωλείται διαμέρισμα 65 τ.μ. στην Καλαμαριά. Τηλ. 232-073.: [222, 850, 400, 871]
- classified-ad: ΖΗΤΟΥΝΤΑΙ οικόπεδα - αγορά - και αντιπαροχή. Τηλ. 517-692.: [416, 332, 594, 354]
- classified-ad: ΕΥΚΑΙΡΙΑ Τούμπα γκαρσονιέρα 35 τ.μ. πωλείται. Τηλ. 417-273.: [222, 729, 400, 750]
- section-header-renting: ΝΟΙΚΙΑΖΟΝΤΑΙ: [997, 599, 1173, 618]
- classified-ad: ΜΗΧΑΝΙΩΝΑ πωλούνται αγροτεμάχια κοντά στη θάλασσα. Τηλ. 926-726, 425-808.: [609, 281, 787, 313]
- classified-ad: ΚΑΤΩ Τούμπα πωλείται ημιυπόγειο 160 μ2. Τηλ. 517-692.: [416, 308, 594, 329]
- classified-ad: ΑΓΙΑ Τριάδα, διαμέρισμα 80 μ2 λούξ 3ος. Τηλ. 543-258.: [222, 645, 400, 667]
- classified-ad: ΕΝΟΙΚΙΑΖΕΤΑΙ αναλαμβάνω χώρος 1500 μ2 στην Άνω Τούμπα. Τηλ. 829-525.: [1190, 140, 1368, 172]
- list-column-4: [610, 140, 787, 707]
- classified-ad: ΕΝΟΙΚΙΑΖΕΤΑΙ κατάστημα 50 τ.μ. στην Καλαμαριά. Τηλ. 245-655.: [997, 862, 1174, 883]
